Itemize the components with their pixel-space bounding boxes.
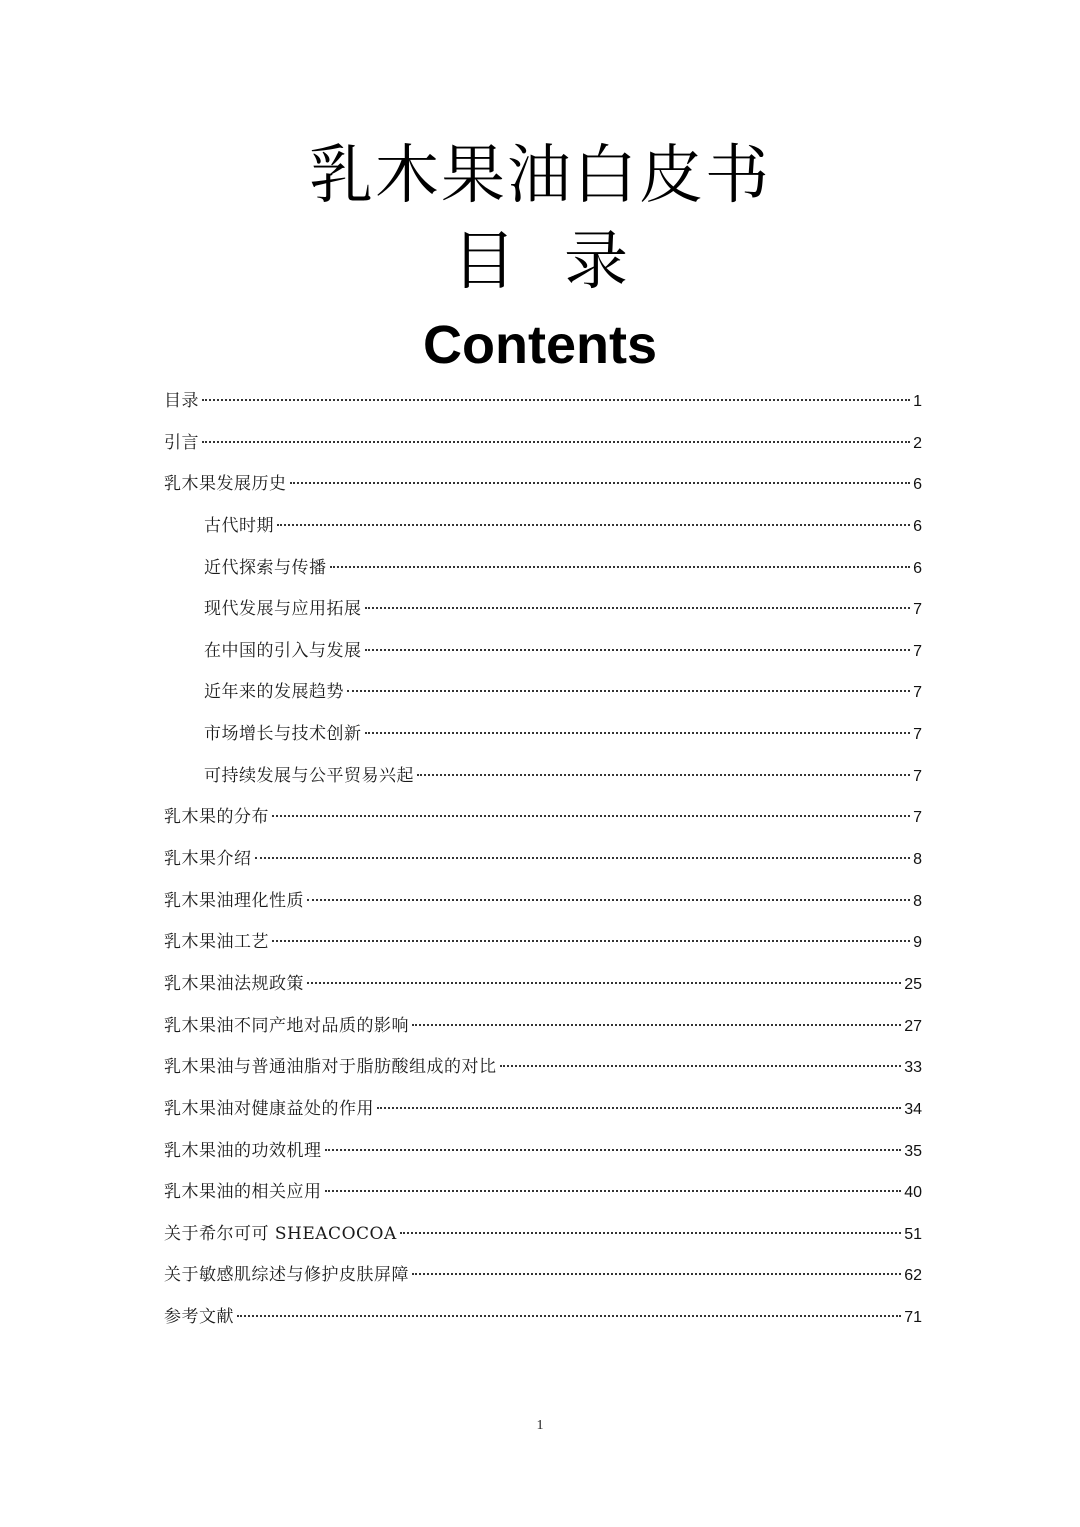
- toc-entry-label: 目录: [164, 391, 199, 411]
- toc-entry-page: 7: [913, 684, 922, 702]
- toc-entry-page: 40: [904, 1184, 922, 1202]
- toc-entry-label: 引言: [164, 432, 199, 453]
- toc-entry-label: 市场增长与技术创新: [204, 724, 362, 745]
- toc-entry-label: 乳木果油理化性质: [164, 890, 304, 911]
- toc-dot-leader: [417, 774, 910, 776]
- toc-entry-label: 乳木果油对健康益处的作用: [164, 1098, 374, 1119]
- toc-entry-label: 近代探索与传播: [204, 557, 327, 578]
- toc-entry-page: 7: [913, 767, 922, 785]
- toc-entry-label: 关于敏感肌综述与修护皮肤屏障: [164, 1265, 409, 1286]
- toc-entry-label: 现代发展与应用拓展: [204, 599, 362, 620]
- toc-entry-page: 62: [904, 1267, 922, 1285]
- toc-entry[interactable]: [164, 881, 922, 923]
- toc-entry-page: 51: [904, 1225, 922, 1243]
- toc-dot-leader: [412, 1273, 901, 1275]
- toc-entry-label: 乳木果发展历史: [164, 474, 287, 495]
- toc-heading-char-2: 录: [564, 225, 628, 299]
- toc-dot-leader: [307, 899, 910, 901]
- toc-entry[interactable]: [164, 1172, 922, 1214]
- toc-entry-page: 34: [904, 1100, 922, 1118]
- toc-entry[interactable]: [164, 672, 922, 714]
- toc-entry[interactable]: [164, 1214, 922, 1256]
- toc-entry-label: 乳木果油的功效机理: [164, 1140, 322, 1161]
- toc-dot-leader: [272, 815, 910, 817]
- contents-heading: Contents: [423, 315, 657, 375]
- toc-dot-leader: [500, 1065, 902, 1067]
- toc-entry[interactable]: [164, 1047, 922, 1089]
- toc-entry[interactable]: [164, 1131, 922, 1173]
- toc-dot-leader: [277, 524, 910, 526]
- toc-dot-leader: [330, 566, 911, 568]
- toc-dot-leader: [400, 1232, 901, 1234]
- toc-entry-label: 乳木果的分布: [164, 807, 269, 828]
- toc-dot-leader: [347, 690, 910, 692]
- toc-entry-label: 古代时期: [204, 515, 274, 536]
- toc-dot-leader: [325, 1190, 902, 1192]
- toc-dot-leader: [272, 940, 910, 942]
- toc-chinese-heading: [0, 222, 1080, 302]
- document-title: 乳木果油白皮书: [309, 139, 771, 213]
- toc-entry-label: 关于希尔可可 SHEACOCOA: [164, 1223, 397, 1244]
- toc-entry-label: 乳木果油不同产地对品质的影响: [164, 1015, 409, 1036]
- toc-entry[interactable]: [164, 797, 922, 839]
- toc-entry-label: 乳木果油与普通油脂对于脂肪酸组成的对比: [164, 1057, 497, 1078]
- toc-entry-page: 25: [904, 975, 922, 993]
- toc-entry-page: 27: [904, 1017, 922, 1035]
- toc-entry-page: 9: [913, 934, 922, 952]
- toc-entry-label: 乳木果油工艺: [164, 932, 269, 953]
- toc-entry[interactable]: [164, 714, 922, 756]
- toc-heading-char-1: 目: [452, 225, 516, 299]
- toc-entry[interactable]: [164, 964, 922, 1006]
- toc-dot-leader: [325, 1149, 902, 1151]
- toc-entry-label: 近年来的发展趋势: [204, 682, 344, 703]
- toc-dot-leader: [365, 732, 911, 734]
- toc-entry-page: 6: [913, 517, 922, 535]
- toc-dot-leader: [377, 1107, 901, 1109]
- toc-dot-leader: [365, 649, 911, 651]
- toc-entry-page: 71: [904, 1309, 922, 1327]
- toc-entry[interactable]: [164, 1006, 922, 1048]
- toc-entry-label: 乳木果介绍: [164, 849, 252, 870]
- toc-dot-leader: [202, 441, 910, 443]
- toc-entry-page: 7: [913, 601, 922, 619]
- toc-entry-page: 33: [904, 1059, 922, 1077]
- toc-entry[interactable]: [164, 1297, 922, 1339]
- toc-entry[interactable]: [164, 631, 922, 673]
- toc-entry-page: 35: [904, 1142, 922, 1160]
- toc-entry-page: 6: [913, 476, 922, 494]
- toc-entry-label: 乳木果油法规政策: [164, 973, 304, 994]
- toc-entry[interactable]: [164, 1255, 922, 1297]
- toc-dot-leader: [237, 1315, 901, 1317]
- toc-entry[interactable]: [164, 1089, 922, 1131]
- toc-dot-leader: [290, 482, 911, 484]
- toc-entry[interactable]: [164, 548, 922, 590]
- toc-entry-page: 7: [913, 642, 922, 660]
- toc-dot-leader: [255, 857, 911, 859]
- toc-entry-label: 可持续发展与公平贸易兴起: [204, 765, 414, 786]
- toc-entry-label: 参考文献: [164, 1307, 234, 1328]
- toc-entry-page: 8: [913, 851, 922, 869]
- toc-entry[interactable]: [164, 589, 922, 631]
- toc-dot-leader: [365, 607, 911, 609]
- toc-entry-page: 6: [913, 559, 922, 577]
- toc-entry[interactable]: [164, 839, 922, 881]
- toc-entry-page: 2: [913, 434, 922, 452]
- toc-dot-leader: [412, 1024, 901, 1026]
- toc-entry[interactable]: [164, 423, 922, 465]
- toc-entry-label: 在中国的引入与发展: [204, 640, 362, 661]
- toc-entry-page: 1: [913, 393, 922, 410]
- toc-entry[interactable]: [164, 464, 922, 506]
- toc-entry[interactable]: [164, 506, 922, 548]
- toc-entry[interactable]: [164, 922, 922, 964]
- toc-entry[interactable]: [164, 756, 922, 798]
- toc-entry-label: 乳木果油的相关应用: [164, 1182, 322, 1203]
- toc-entry-page: 8: [913, 892, 922, 910]
- toc-dot-leader: [202, 399, 910, 401]
- toc-entry-page: 7: [913, 726, 922, 744]
- toc-entry[interactable]: [164, 381, 922, 423]
- table-of-contents: [164, 381, 922, 1339]
- footer-page-number: 1: [536, 1418, 544, 1433]
- toc-dot-leader: [307, 982, 901, 984]
- toc-entry-page: 7: [913, 809, 922, 827]
